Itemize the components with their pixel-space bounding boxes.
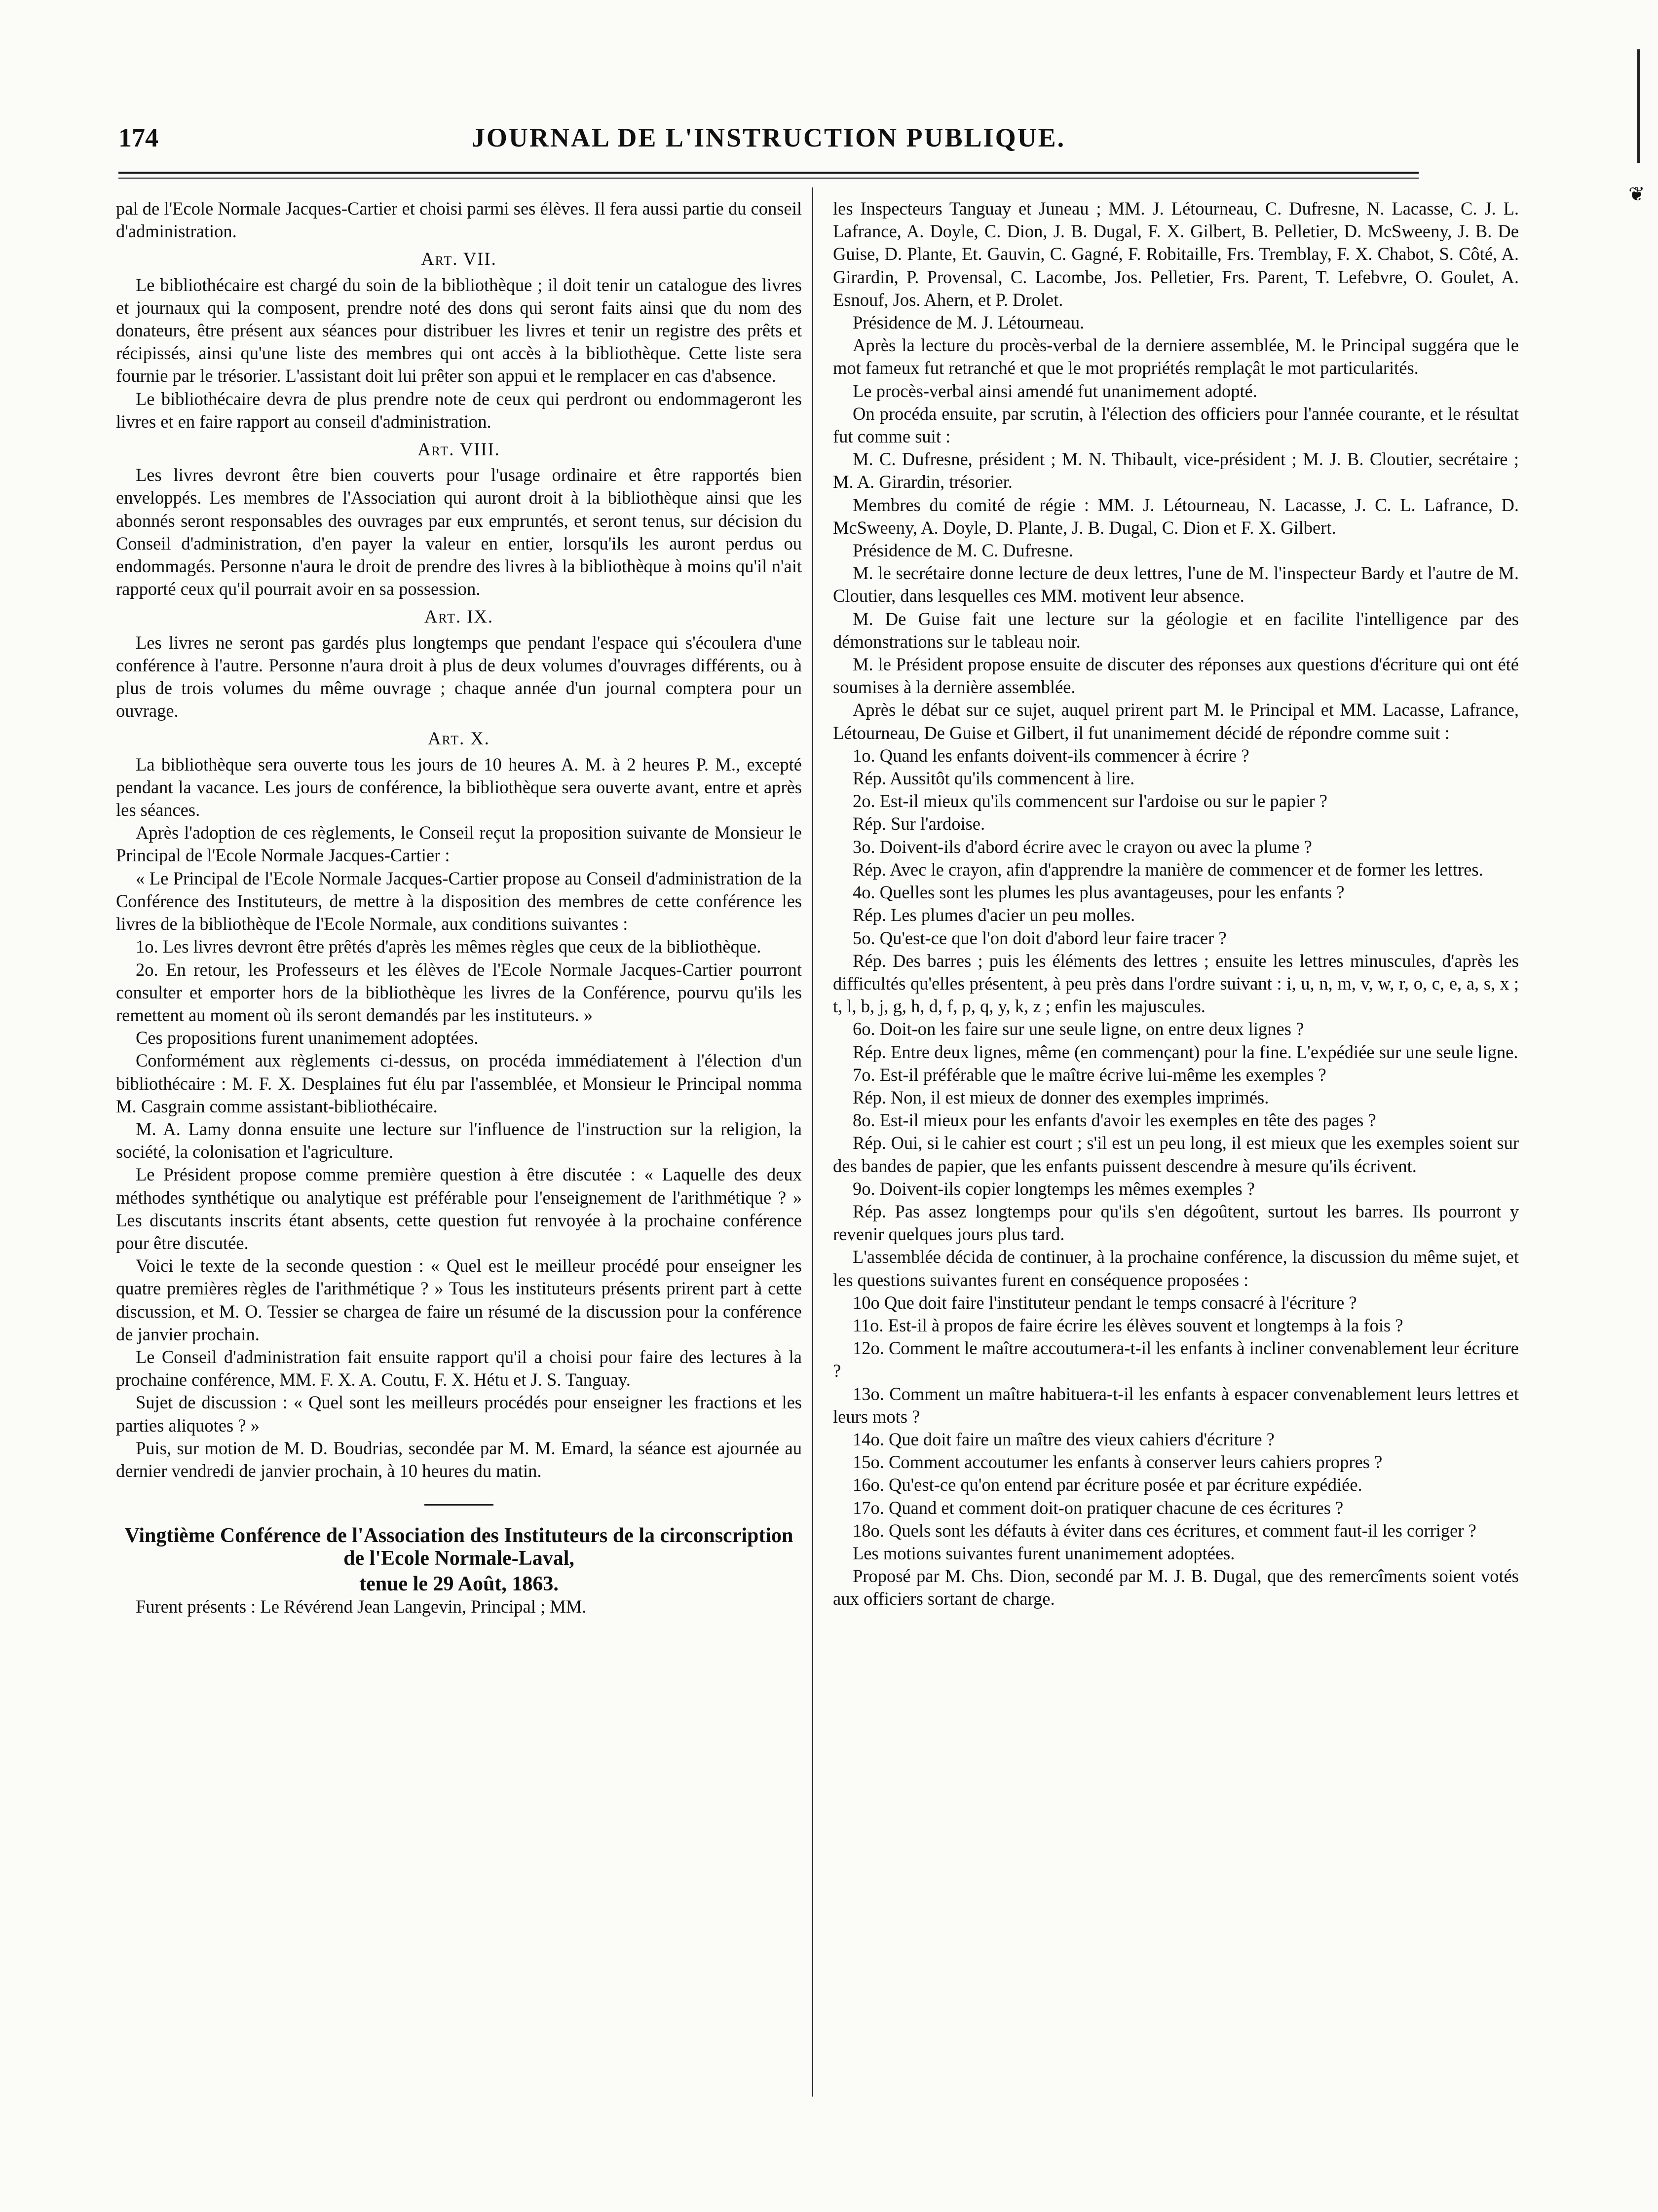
answer: Rép. Sur l'ardoise. (853, 813, 985, 834)
question: 5o. Qu'est-ce que l'on doit d'abord leur faire tracer ? (853, 927, 1227, 948)
question: 7o. Est-il préférable que le maître écrive lui-même les exemples ? (853, 1064, 1326, 1085)
question: 16o. Qu'est-ce qu'on entend par écriture posée et par écriture expédiée. (853, 1475, 1362, 1495)
paragraph: Présidence de M. C. Dufresne. (853, 540, 1074, 561)
paragraph: 2o. En retour, les Professeurs et les élèves de l'Ecole Normale Jacques-Cartier pourront consulter et emporter hors de la bibliothèque les livres de la Conférence, pourvu qu'ils les remettent au moment où ils seront demandés par les instituteurs. » (116, 959, 802, 1025)
paragraph: Conformément aux règlements ci-dessus, on procéda immédiatement à l'élection d'un bibliothécaire : M. F. X. Desplaines fut élu par l'assemblée, et Monsieur le Principal nomma M. Casgrain comme assistant-bibliothécaire. (116, 1050, 802, 1116)
paragraph: On procéda ensuite, par scrutin, à l'élection des officiers pour l'année courante, et le résultat fut comme suit : (833, 403, 1519, 447)
margin-mark-glyph: ❦ (1628, 183, 1645, 205)
article-heading: Art. VII. (421, 249, 497, 269)
paragraph: Après le débat sur ce sujet, auquel prirent part M. le Principal et MM. Lacasse, Lafrance, Létourneau, De Guise et Gilbert, il fut unanimement décidé de répondre comme suit : (833, 700, 1519, 743)
page-header (118, 122, 1419, 162)
question: 3o. Doivent-ils d'abord écrire avec le crayon ou avec la plume ? (853, 836, 1312, 857)
article-heading: Art. VIII. (417, 439, 500, 460)
header-rule-thin (118, 178, 1419, 179)
question: 13o. Comment un maître habituera-t-il les enfants à espacer convenablement leurs lettres et leurs mots ? (833, 1383, 1519, 1427)
paragraph: Ces propositions furent unanimement adoptées. (136, 1028, 479, 1048)
question: 9o. Doivent-ils copier longtemps les mêmes exemples ? (853, 1178, 1255, 1199)
paragraph: M. le secrétaire donne lecture de deux lettres, l'une de M. l'inspecteur Bardy et l'autre de M. Cloutier, dans lesquelles ces MM. motivent leur absence. (833, 563, 1519, 606)
answer: Rép. Des barres ; puis les éléments des lettres ; ensuite les lettres minuscules, d'après les difficultés qu'elles présentent, à peu près dans l'ordre suivant : i, u, n, m, v, w, r, o, c, e, a, s, x ; t, l, b, j, g, h, d, f, p, q, y, k, z ; enfin les majuscules. (833, 950, 1519, 1017)
paragraph: Les livres ne seront pas gardés plus longtemps que pendant l'espace qui s'écoulera d'une conférence à l'autre. Personne n'aura droit à plus de deux volumes d'ouvrages différents, ou à plus de trois volumes du même ouvrage ; chaque année d'un journal comptera pour un ouvrage. (116, 632, 802, 721)
paragraph: Puis, sur motion de M. D. Boudrias, secondée par M. M. Emard, la séance est ajournée au dernier vendredi de janvier prochain, à 10 heures du matin. (116, 1438, 802, 1481)
paragraph: « Le Principal de l'Ecole Normale Jacques-Cartier propose au Conseil d'administration de la Conférence des Instituteurs, de mettre à la disposition des membres de cette conférence les livres de la bibliothèque de l'Ecole Normale, aux conditions suivantes : (116, 868, 802, 934)
answer: Rép. Avec le crayon, afin d'apprendre la manière de commencer et de former les lettres. (853, 859, 1483, 880)
question: 18o. Quels sont les défauts à éviter dans ces écritures, et comment faut-il les corriger ? (853, 1520, 1476, 1541)
answer: Rép. Les plumes d'acier un peu molles. (853, 905, 1135, 925)
paragraph: Le bibliothécaire est chargé du soin de la bibliothèque ; il doit tenir un catalogue des livres et journaux qui la composent, prendre noté des dons qui seront faits ainsi que du nom des donateurs, être présent aux séances pour distribuer les livres et tenir un registre des prêts et récipissés, ainsi qu'une liste des membres qui ont accès à la bibliothèque. Cette liste sera fournie par le trésorier. L'assistant doit lui prêter son appui et le remplacer en cas d'absence. (116, 274, 802, 386)
paragraph: Le procès-verbal ainsi amendé fut unanimement adopté. (853, 380, 1257, 401)
question: 11o. Est-il à propos de faire écrire les élèves souvent et longtemps à la fois ? (853, 1315, 1403, 1335)
question: 10o Que doit faire l'instituteur pendant le temps consacré à l'écriture ? (853, 1292, 1357, 1313)
paragraph: Membres du comité de régie : MM. J. Létourneau, N. Lacasse, J. C. L. Lafrance, D. McSweeny, A. Doyle, D. Plante, J. B. Dugal, C. Dion et F. X. Gilbert. (833, 494, 1519, 538)
header-rule (118, 172, 1419, 174)
journal-title: JOURNAL DE L'INSTRUCTION PUBLIQUE. (471, 123, 1066, 152)
paragraph: Le bibliothécaire devra de plus prendre note de ceux qui perdront ou endommageront les livres et en faire rapport au conseil d'administration. (116, 388, 802, 432)
question: 12o. Comment le maître accoutumera-t-il les enfants à incliner convenablement leur écriture ? (833, 1338, 1519, 1381)
question: 4o. Quelles sont les plumes les plus avantageuses, pour les enfants ? (853, 882, 1345, 903)
paragraph: L'assemblée décida de continuer, à la prochaine conférence, la discussion du même sujet, et les questions suivantes furent en conséquence proposées : (833, 1247, 1519, 1290)
answer: Rép. Non, il est mieux de donner des exemples imprimés. (853, 1087, 1269, 1107)
answer: Rép. Entre deux lignes, même (en commençant) pour la fine. L'expédiée sur une seule ligne. (853, 1041, 1518, 1062)
paragraph: 1o. Les livres devront être prêtés d'après les mêmes règles que ceux de la bibliothèque. (136, 936, 761, 957)
right-column (833, 197, 1519, 1611)
left-column (116, 197, 802, 1618)
article-heading: Art. X. (428, 728, 490, 749)
paragraph: pal de l'Ecole Normale Jacques-Cartier et choisi parmi ses élèves. Il fera aussi partie du conseil d'administration. (116, 198, 802, 242)
paragraph: les Inspecteurs Tanguay et Juneau ; MM. J. Létourneau, C. Dufresne, N. Lacasse, C. J. L. Lafrance, A. Doyle, C. Dion, J. B. Dugal, F. X. Gilbert, B. Pelletier, D. McSweeny, J. B. De Guise, D. Plante, Et. Gauvin, C. Gagné, F. Robitaille, Frs. Tremblay, F. X. Chabot, S. Côté, A. Girardin, P. Provensal, C. Lacombe, Jos. Pelletier, Frs. Parent, T. Lefebvre, O. Goulet, A. Esnouf, Jos. Ahern, et P. Drolet. (833, 198, 1519, 310)
question: 17o. Quand et comment doit-on pratiquer chacune de ces écritures ? (853, 1497, 1344, 1518)
answer: Rép. Pas assez longtemps pour qu'ils s'en dégoûtent, surtout les barres. Ils pourront y revenir quelques jours plus tard. (833, 1201, 1519, 1245)
paragraph: Les motions suivantes furent unanimement adoptées. (853, 1543, 1235, 1563)
page-number: 174 (118, 123, 158, 152)
paragraph: M. C. Dufresne, président ; M. N. Thibault, vice-président ; M. J. B. Cloutier, secrétaire ; M. A. Girardin, trésorier. (833, 449, 1519, 492)
paragraph: M. De Guise fait une lecture sur la géologie et en facilite l'intelligence par des démonstrations sur le tableau noir. (833, 608, 1519, 652)
answer: Rép. Aussitôt qu'ils commencent à lire. (853, 768, 1135, 789)
question: 2o. Est-il mieux qu'ils commencent sur l'ardoise ou sur le papier ? (853, 791, 1327, 811)
question: 15o. Comment accoutumer les enfants à conserver leurs cahiers propres ? (853, 1452, 1383, 1473)
paragraph: M. le Président propose ensuite de discuter des réponses aux questions d'écriture qui ont été soumises à la dernière assemblée. (833, 654, 1519, 698)
paragraph: Le Président propose comme première question à être discutée : « Laquelle des deux méthodes synthétique ou analytique est préférable pour l'enseignement de l'arithmétique ? » Les discutants inscrits étant absents, cette question fut renvoyée à la prochaine conférence pour être discutée. (116, 1164, 802, 1253)
paragraph: Proposé par M. Chs. Dion, secondé par M. J. B. Dugal, que des remercîments soient votés aux officiers sortant de charge. (833, 1566, 1519, 1609)
paragraph: M. A. Lamy donna ensuite une lecture sur l'influence de l'instruction sur la religion, la société, la colonisation et l'agriculture. (116, 1118, 802, 1162)
paragraph: Voici le texte de la seconde question : « Quel est le meilleur procédé pour enseigner les quatre premières règles de l'arithmétique ? » Tous les instituteurs présents prirent part à cette discussion, et M. O. Tessier se chargea de faire un résumé de la discussion pour la conférence de janvier prochain. (116, 1255, 802, 1344)
paragraph: Après la lecture du procès-verbal de la derniere assemblée, M. le Principal suggéra que le mot fameux fut retranché et que le mot propriétés remplaçât le mot particularités. (833, 335, 1519, 378)
paragraph: Après l'adoption de ces règlements, le Conseil reçut la proposition suivante de Monsieur le Principal de l'Ecole Normale Jacques-Cartier : (116, 822, 802, 866)
paragraph: Sujet de discussion : « Quel sont les meilleurs procédés pour enseigner les fractions et les parties aliquotes ? » (116, 1392, 802, 1436)
question: 6o. Doit-on les faire sur une seule ligne, on entre deux lignes ? (853, 1019, 1304, 1039)
paragraph: Le Conseil d'administration fait ensuite rapport qu'il a choisi pour faire des lectures à la prochaine conférence, MM. F. X. A. Coutu, F. X. Hétu et J. S. Tanguay. (116, 1346, 802, 1390)
section-separator (424, 1504, 493, 1506)
paragraph: Les livres devront être bien couverts pour l'usage ordinaire et être rapportés bien enveloppés. Les membres de l'Association qui auront droit à la bibliothèque ainsi que les abonnés seront responsables des ouvrages par eux empruntés, et seront tenus, sur décision du Conseil d'administration, d'en payer la valeur en entier, lorsqu'ils les auront perdus ou endommagés. Personne n'aura le droit de prendre des livres à la bibliothèque à moins qu'il n'ait rapporté ceux qu'il pourrait avoir en sa possession. (116, 465, 802, 599)
article-heading: Art. IX. (424, 606, 493, 627)
conference-date: tenue le 29 Août, 1863. (359, 1573, 559, 1596)
question: 8o. Est-il mieux pour les enfants d'avoir les exemples en tête des pages ? (853, 1110, 1376, 1131)
question: 1o. Quand les enfants doivent-ils commencer à écrire ? (853, 745, 1249, 766)
paragraph: Présidence de M. J. Létourneau. (853, 312, 1085, 333)
answer: Rép. Oui, si le cahier est court ; s'il est un peu long, il est mieux que les exemples soient sur des bandes de papier, que les enfants puissent descendre à mesure qu'ils écrivent. (833, 1133, 1519, 1176)
paragraph: Furent présents : Le Révérend Jean Langevin, Principal ; MM. (136, 1596, 587, 1617)
margin-mark (1637, 49, 1640, 163)
conference-heading: Vingtième Conférence de l'Association des Instituteurs de la circonscription de l'Ecole Normale-Laval, (124, 1524, 793, 1570)
column-divider (812, 187, 813, 2097)
question: 14o. Que doit faire un maître des vieux cahiers d'écriture ? (853, 1429, 1275, 1449)
paragraph: La bibliothèque sera ouverte tous les jours de 10 heures A. M. à 2 heures P. M., excepté pendant la vacance. Les jours de conférence, la bibliothèque sera ouverte avant, entre et après les séances. (116, 754, 802, 820)
